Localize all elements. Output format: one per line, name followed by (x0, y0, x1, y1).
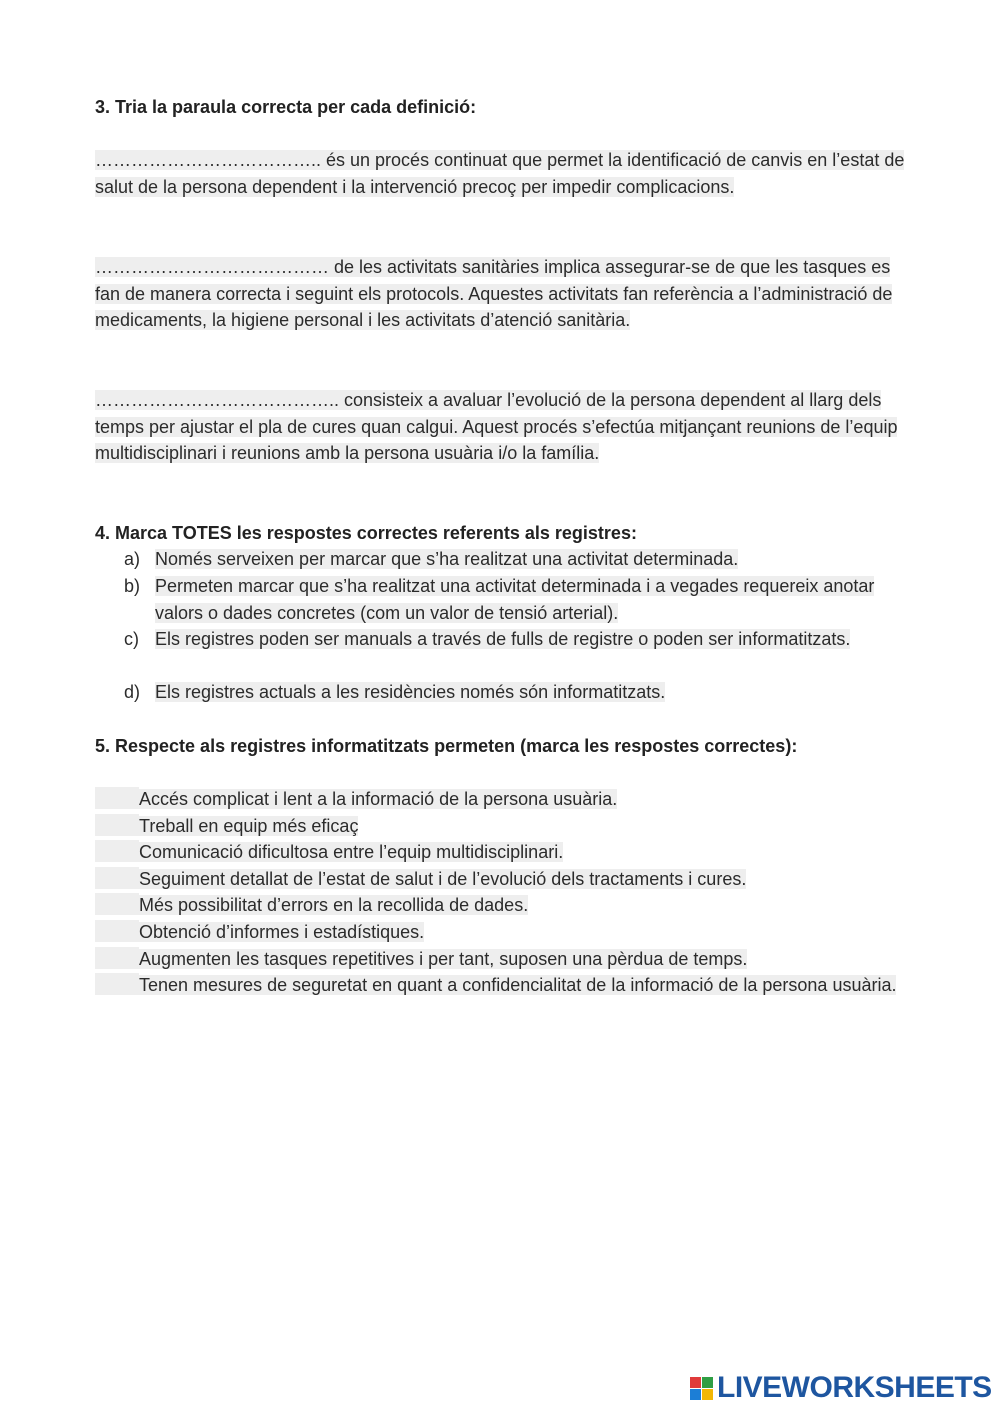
checkbox-label: Comunicació dificultosa entre l’equip multidisciplinari. (139, 842, 564, 862)
definition-1-text: ……………………………….. és un procés continuat que permet la identificació de canvis en l’estat de salut de la persona dependent i la intervenció precoç per impedir complicacions. (95, 150, 905, 197)
option-b[interactable] (124, 573, 914, 626)
logo-square (702, 1377, 713, 1388)
checkbox-item-5[interactable] (95, 892, 915, 919)
question-5-title: 5. Respecte als registres informatitzats permeten (marca les respostes correctes): (95, 736, 798, 756)
definition-1 (95, 147, 910, 200)
option-letter: c) (124, 629, 139, 649)
logo-square (690, 1389, 701, 1400)
option-text: Els registres actuals a les residències només són informatitzats. (155, 682, 666, 702)
checkbox[interactable] (95, 947, 139, 969)
logo-square (690, 1377, 701, 1388)
checkbox-item-4[interactable] (95, 866, 915, 893)
checkbox-label: Treball en equip més eficaç (139, 816, 359, 836)
option-a[interactable] (124, 546, 914, 573)
definition-2-text: ………………………………… de les activitats sanitàries implica assegurar-se de que les tasques es fan de manera correcta i seguint els protocols. Aquestes activitats fan referència a l’administració de medicaments, la higiene personal i les activitats d’atenció sanitària. (95, 257, 893, 331)
checkbox-label: Obtenció d’informes i estadístiques. (139, 922, 425, 942)
checkbox-item-7[interactable] (95, 946, 915, 973)
option-text: Permeten marcar que s’ha realitzat una activitat determinada i a vegades requereix anotar valors o dades concretes (com un valor de tensió arterial). (155, 576, 875, 623)
question-3-title: 3. Tria la paraula correcta per cada definició: (95, 97, 477, 117)
logo-icon (690, 1377, 713, 1400)
checkbox[interactable] (95, 867, 139, 889)
option-text: Només serveixen per marcar que s’ha realitzat una activitat determinada. (155, 549, 739, 569)
option-d[interactable] (124, 679, 914, 706)
definition-3-text: ………………………………….. consisteix a avaluar l’evolució de la persona dependent al llarg dels temps per ajustar el pla de cures quan calgui. Aquest procés s’efectúa mitjançant reunions de l’equip multidisciplinari i reunions amb la persona usuària i/o la família. (95, 390, 898, 464)
checkbox-item-1[interactable] (95, 786, 915, 813)
checkbox-item-8[interactable] (95, 972, 915, 999)
logo-square (702, 1389, 713, 1400)
checkbox-label: Accés complicat i lent a la informació de la persona usuària. (139, 789, 618, 809)
checkbox[interactable] (95, 973, 139, 995)
checkbox-item-3[interactable] (95, 839, 915, 866)
question-4-title: 4. Marca TOTES les respostes correctes referents als registres: (95, 523, 637, 543)
checkbox[interactable] (95, 840, 139, 862)
checkbox[interactable] (95, 920, 139, 942)
checkbox-label: Més possibilitat d’errors en la recollida de dades. (139, 895, 529, 915)
checkbox[interactable] (95, 787, 139, 809)
checkbox[interactable] (95, 893, 139, 915)
checkbox[interactable] (95, 814, 139, 836)
option-letter: a) (124, 549, 141, 569)
option-letter: d) (124, 682, 141, 702)
logo-text: LIVEWORKSHEETS (717, 1371, 992, 1404)
checkbox-item-6[interactable] (95, 919, 915, 946)
liveworksheets-logo (690, 1372, 992, 1404)
checkbox-label: Seguiment detallat de l’estat de salut i de l’evolució dels tractaments i cures. (139, 869, 747, 889)
option-letter: b) (124, 576, 141, 596)
option-text: Els registres poden ser manuals a través de fulls de registre o poden ser informatitzats. (155, 629, 851, 649)
definition-2 (95, 254, 910, 334)
checkbox-label: Tenen mesures de seguretat en quant a confidencialitat de la informació de la persona usuària. (139, 975, 897, 995)
checkbox-label: Augmenten les tasques repetitives i per tant, suposen una pèrdua de temps. (139, 949, 748, 969)
option-c[interactable] (124, 626, 914, 653)
definition-3 (95, 387, 910, 467)
checkbox-item-2[interactable] (95, 813, 915, 840)
